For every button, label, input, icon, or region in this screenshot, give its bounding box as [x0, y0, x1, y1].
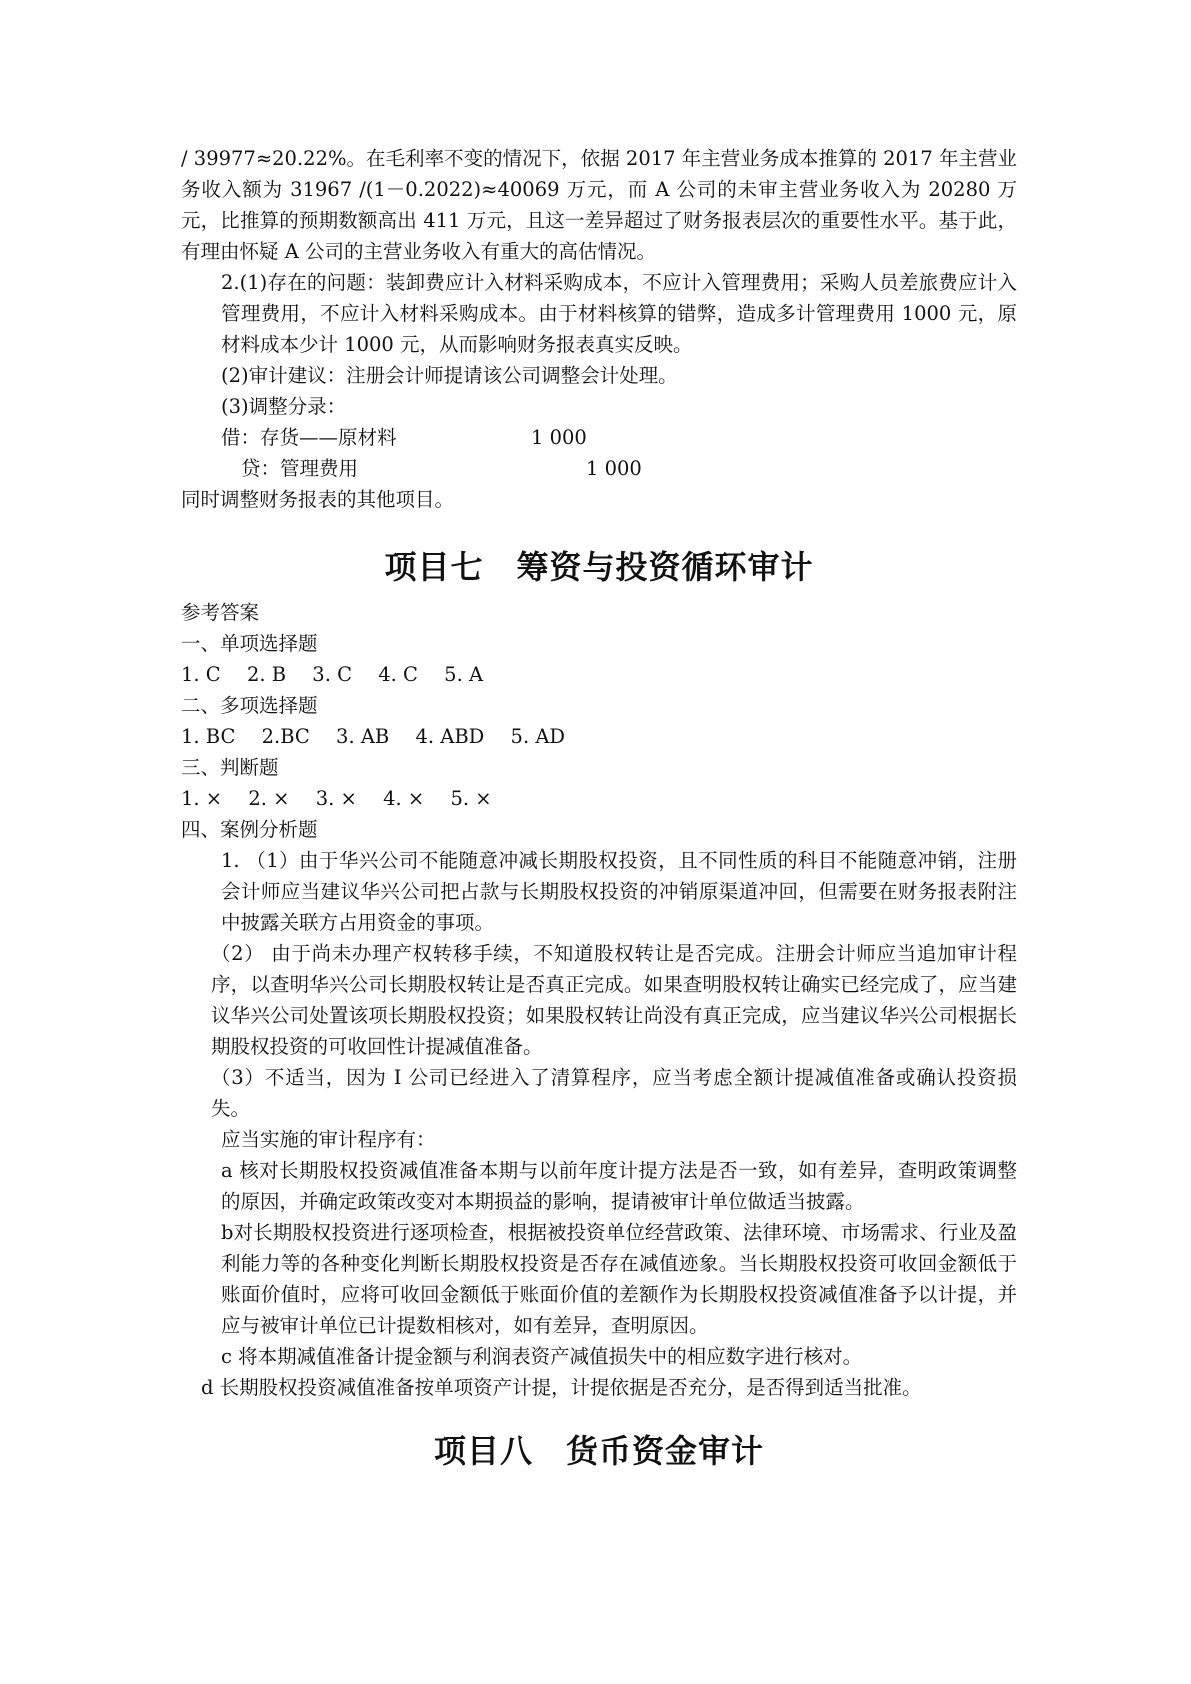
paragraph-adjust-entry-title: (3)调整分录： [221, 395, 347, 418]
multiple-choice-answers [181, 721, 1017, 752]
credit-amount: 1 000 [586, 457, 642, 480]
audit-procedure-c: c 将本期减值准备计提金额与利润表资产减值损失中的相应数字进行核对。 [221, 1345, 863, 1368]
case-answer-1: 1. （1）由于华兴公司不能随意冲减长期股权投资，且不同性质的科目不能随意冲销，注册会计师应当建议华兴公司把占款与长期股权投资的冲销原渠道冲回，但需要在财务报表附注中披露关联方占用资金的事项。 [221, 849, 1017, 934]
answer-item: 3. AB [336, 725, 390, 748]
answer-item: 4. × [383, 787, 425, 810]
paragraph-revenue-analysis: / 39977≈20.22%。在毛利率不变的情况下，依据 2017 年主营业务成本推算的 2017 年主营业务收入额为 31967 /(1－0.2022)≈40069 万元，而 A 公司的未审主营业务收入为 20280 万元，比推算的预期数额高出 411 万元，且这一差异超过了财务报表层次的重要性水平。基于此，有理由怀疑 A 公司的主营业务收入有重大的高估情况。 [181, 147, 1017, 263]
answer-item: 5. A [444, 663, 484, 686]
audit-procedure-b: b对长期股权投资进行逐项检查，根据被投资单位经营政策、法律环境、市场需求、行业及盈利能力等的各种变化判断长期股权投资是否存在减值迹象。当长期股权投资可收回金额低于账面价值时，应将可收回金额低于账面价值的差额作为长期股权投资减值准备予以计提，并应与被审计单位已计提数相核对，如有差异，查明原因。 [221, 1221, 1017, 1337]
answer-item: 3. C [312, 663, 353, 686]
answer-item: 1. × [181, 787, 223, 810]
audit-procedure-d: d 长期股权投资减值准备按单项资产计提，计提依据是否充分，是否得到适当批准。 [201, 1376, 922, 1399]
section-8-title: 项目八 货币资金审计 [433, 1432, 764, 1470]
answer-item: 5. AD [510, 725, 566, 748]
debit-amount: 1 000 [531, 426, 587, 449]
answer-item: 4. C [378, 663, 418, 686]
case-analysis-title: 四、案例分析题 [181, 818, 318, 841]
answer-item: 3. × [315, 787, 357, 810]
paragraph-problem: 2.(1)存在的问题：装卸费应计入材料采购成本，不应计入管理费用；采购人员差旅费应计入管理费用，不应计入材料采购成本。由于材料核算的错弊，造成多计管理费用 1000 元，原材料成本少计 1000 元，从而影响财务报表真实反映。 [221, 271, 1017, 356]
paragraph-audit-suggestion: (2)审计建议：注册会计师提请该公司调整会计处理。 [221, 364, 678, 387]
answer-item: 1. BC [181, 725, 236, 748]
page-content [181, 143, 1017, 1473]
answer-item: 5. × [450, 787, 492, 810]
section-7-title: 项目七 筹资与投资循环审计 [384, 548, 814, 586]
answer-item: 2.BC [261, 725, 310, 748]
journal-entry-debit [181, 422, 1017, 453]
multiple-choice-title: 二、多项选择题 [181, 694, 318, 717]
answer-item: 1. C [181, 663, 221, 686]
single-choice-title: 一、单项选择题 [181, 632, 318, 655]
case-answer-2: （2） 由于尚未办理产权转移手续，不知道股权转让是否完成。注册会计师应当追加审计程序，以查明华兴公司长期股权转让是否真正完成。如果查明股权转让确实已经完成了，应当建议华兴公司处置该项长期股权投资；如果股权转让尚没有真正完成，应当建议华兴公司根据长期股权投资的可收回性计提减值准备。 [211, 942, 1017, 1058]
credit-account: 贷：管理费用 [241, 457, 359, 480]
journal-entry-credit [181, 453, 1017, 484]
reference-answer-label: 参考答案 [181, 601, 260, 624]
true-false-answers [181, 783, 1017, 814]
answer-item: 2. B [246, 663, 287, 686]
answer-item: 2. × [248, 787, 290, 810]
single-choice-answers [181, 659, 1017, 690]
case-answer-3: （3）不适当，因为 I 公司已经进入了清算程序，应当考虑全额计提减值准备或确认投资损失。 [211, 1066, 1017, 1120]
true-false-title: 三、判断题 [181, 756, 279, 779]
paragraph-other-adjust: 同时调整财务报表的其他项目。 [181, 488, 455, 511]
debit-account: 借：存货——原材料 [221, 426, 397, 449]
answer-item: 4. ABD [415, 725, 485, 748]
audit-procedures-intro: 应当实施的审计程序有： [221, 1128, 436, 1151]
audit-procedure-a: a 核对长期股权投资减值准备本期与以前年度计提方法是否一致，如有差异，查明政策调整的原因，并确定政策改变对本期损益的影响，提请被审计单位做适当披露。 [221, 1159, 1017, 1213]
